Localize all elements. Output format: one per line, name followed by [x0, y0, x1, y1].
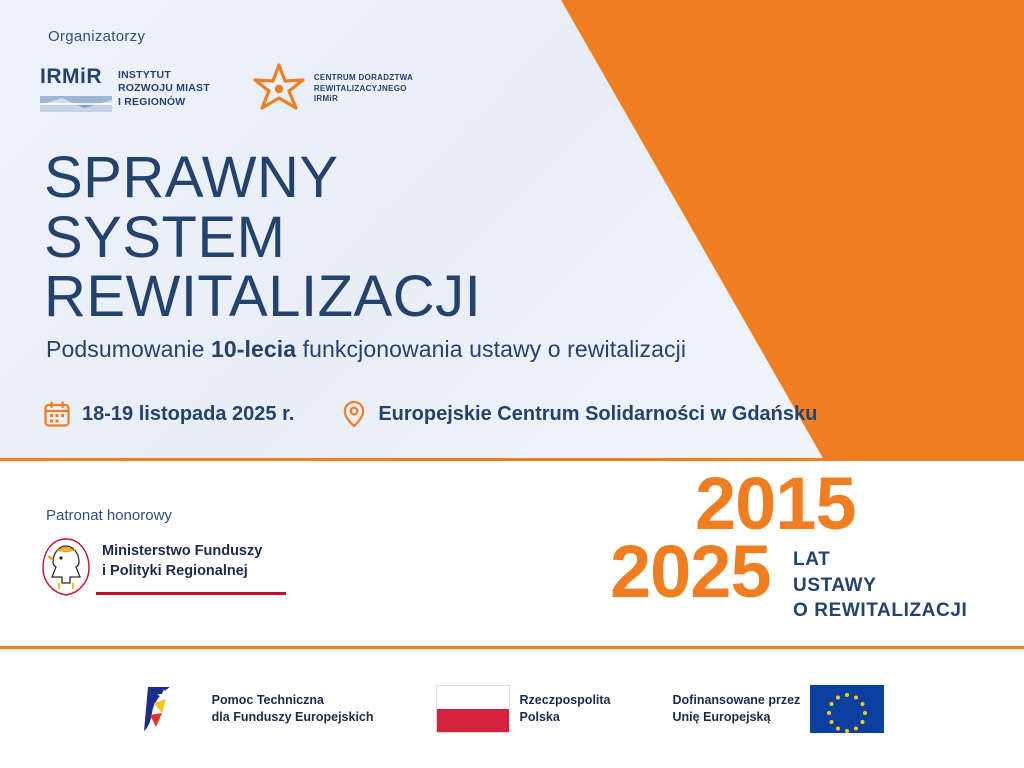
footer-eu-funds-line-2: dla Funduszy Europejskich	[211, 709, 374, 724]
footer-eu-funds-line-1: Pomoc Techniczna	[211, 693, 324, 708]
subtitle-after: funkcjonowania ustawy o rewitalizacji	[296, 336, 687, 362]
anniversary-caption-line-2: USTAWY	[793, 574, 877, 596]
calendar-icon	[44, 401, 70, 427]
title-line-2: SYSTEM	[44, 204, 286, 270]
page-subtitle	[46, 336, 686, 363]
cdr-line-3: IRMiR	[313, 94, 339, 104]
cdr-star-icon	[252, 62, 306, 116]
event-location-label: Europejskie Centrum Solidarności w Gdańsku	[378, 402, 818, 425]
footer-logos	[0, 649, 1024, 768]
irmir-mark-icon	[40, 66, 112, 112]
anniversary-caption	[793, 547, 967, 624]
cdr-logo	[252, 62, 413, 116]
irmir-line-2: ROZWOJU MIAST	[118, 82, 210, 95]
footer-eu-funds	[140, 683, 374, 735]
event-date	[44, 401, 294, 427]
middle-section	[0, 461, 1024, 646]
page-title	[44, 145, 482, 330]
irmir-line-1: INSTYTUT	[118, 69, 171, 82]
ministry-underline	[96, 592, 286, 595]
ministry-name	[102, 536, 262, 581]
irmir-wordmark: IRMiR	[40, 65, 102, 88]
ministry-line-1: Ministerstwo Funduszy	[102, 543, 263, 559]
ministry-line-2: i Polityki Regionalnej	[102, 562, 248, 579]
event-location	[342, 400, 817, 428]
patronage-label: Patronat honorowy	[46, 507, 172, 524]
poland-flag-icon	[436, 685, 510, 733]
subtitle-before: Podsumowanie	[46, 336, 211, 362]
event-info-row	[44, 400, 817, 428]
anniversary-caption-line-3: O REWITALIZACJI	[793, 600, 968, 622]
polish-eagle-emblem-icon	[40, 536, 92, 598]
anniversary-caption-line-1: LAT	[793, 549, 831, 570]
irmir-logo	[40, 66, 210, 112]
footer-republic-line-2: Polska	[519, 709, 560, 724]
anniversary-block	[595, 461, 1015, 646]
organizers-label: Organizatorzy	[48, 28, 146, 45]
footer-eu-text	[673, 692, 801, 725]
cdr-line-1: CENTRUM DORADZTWA	[313, 72, 414, 82]
title-line-1: SPRAWNY	[44, 145, 339, 210]
cdr-fullname	[314, 73, 413, 105]
eu-flag-icon	[810, 685, 884, 733]
title-line-3: REWITALIZACJI	[44, 264, 482, 330]
map-pin-icon	[342, 400, 366, 428]
eu-funds-logo-icon	[140, 683, 202, 735]
event-date-label: 18-19 listopada 2025 r.	[82, 402, 295, 425]
footer-eu-line-2: Unię Europejską	[672, 709, 771, 724]
anniversary-year-to: 2025	[610, 530, 771, 613]
ministry-logo	[40, 536, 262, 598]
cdr-line-2: REWITALIZACYJNEGO	[313, 83, 407, 93]
irmir-fullname	[118, 69, 210, 108]
anniversary-year-from: 2015	[695, 462, 856, 545]
footer-republic	[436, 685, 611, 733]
footer-republic-text	[520, 692, 611, 725]
subtitle-highlight: 10-lecia	[210, 336, 297, 362]
orange-diagonal-shape	[464, 0, 1024, 460]
footer-eu-line-1: Dofinansowane przez	[672, 693, 801, 708]
footer-eu	[673, 685, 885, 733]
irmir-bars-icon	[40, 96, 112, 112]
footer-eu-funds-text	[212, 692, 374, 725]
irmir-line-3: I REGIONÓW	[118, 95, 186, 108]
footer-republic-line-1: Rzeczpospolita	[519, 693, 611, 708]
organizer-logos	[40, 62, 413, 116]
